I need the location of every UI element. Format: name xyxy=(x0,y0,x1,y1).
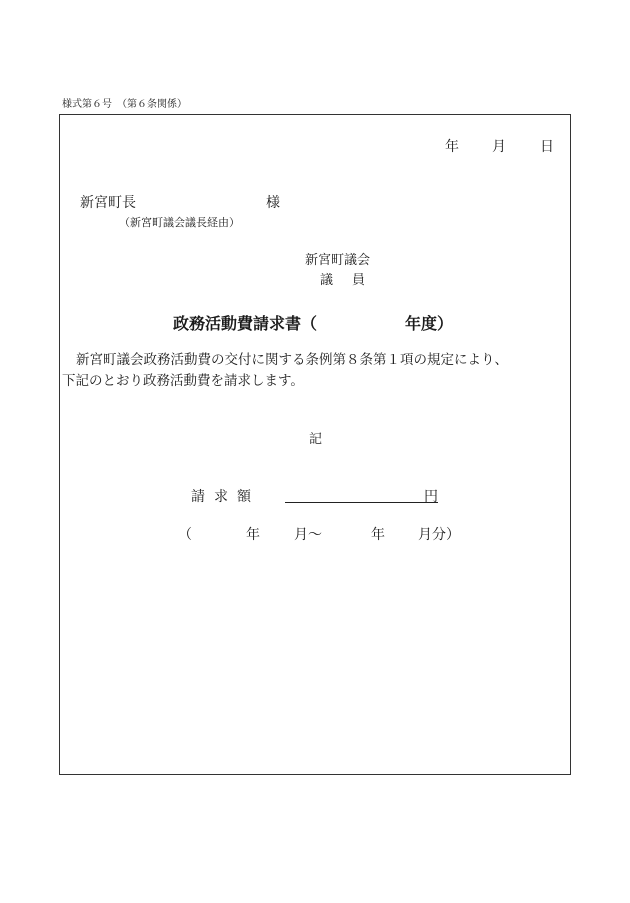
amount-underline xyxy=(285,502,438,503)
form-number-label: 様式第６号 （第６条関係） xyxy=(62,99,187,110)
period-open-paren: （ xyxy=(178,527,192,543)
period-start-year: 年 xyxy=(246,527,260,543)
amount-label: 請求額 xyxy=(191,489,260,505)
document-title-fiscal-year: 年度） xyxy=(405,314,454,333)
body-line-1: 新宮町議会政務活動費の交付に関する条例第８条第１項の規定により、 xyxy=(76,352,508,368)
period-start-month: 月～ xyxy=(294,527,322,543)
addressee-honorific: 様 xyxy=(266,195,280,211)
sender-assembly: 新宮町議会 xyxy=(305,253,371,268)
date-year-label: 年 xyxy=(445,139,459,155)
addressee-name: 新宮町長 xyxy=(80,195,136,211)
document-title: 政務活動費請求書（ xyxy=(173,314,318,333)
sender-member: 議 員 xyxy=(320,273,369,288)
request-body-text xyxy=(62,350,570,392)
ki-heading: 記 xyxy=(309,432,323,447)
amount-unit: 円 xyxy=(424,489,438,505)
period-end-month: 月分） xyxy=(418,527,460,543)
date-day-label: 日 xyxy=(540,139,554,155)
addressee-via: （新宮町議会議長経由） xyxy=(119,216,240,229)
date-month-label: 月 xyxy=(492,139,506,155)
body-line-2: 下記のとおり政務活動費を請求します。 xyxy=(62,373,304,389)
period-end-year: 年 xyxy=(371,527,385,543)
